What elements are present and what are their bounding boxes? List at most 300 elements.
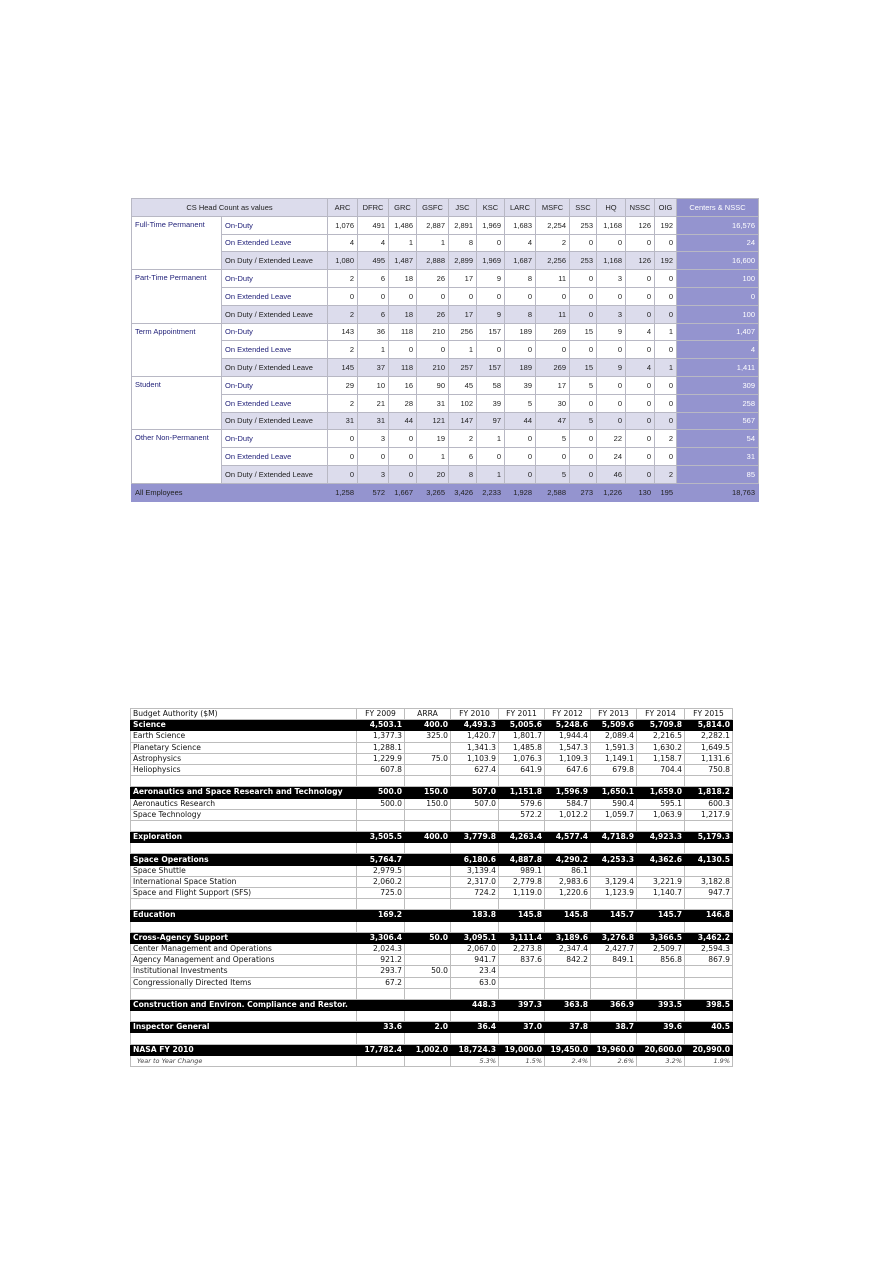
table-cell: 5,709.8 (637, 720, 685, 731)
table-cell (405, 1055, 451, 1066)
table-cell: 1,076.3 (499, 753, 545, 764)
table-cell: 30 (536, 394, 570, 412)
table-cell: 1,119.0 (499, 888, 545, 899)
table-cell: 2,779.8 (499, 876, 545, 887)
table-cell: 20,600.0 (637, 1044, 685, 1055)
empty-cell (499, 899, 545, 910)
table-cell: 22 (597, 430, 626, 448)
table-cell: 3,276.8 (591, 932, 637, 943)
table-cell: 126 (626, 216, 655, 234)
centers-total-cell: 18,763 (677, 483, 759, 501)
table-cell: 0 (505, 341, 536, 359)
category-label: On-Duty (222, 270, 328, 288)
table-cell: 2,256 (536, 252, 570, 270)
table-cell: 15 (570, 359, 597, 377)
table-cell: 273 (570, 483, 597, 501)
table-cell: 269 (536, 323, 570, 341)
category-label: On-Duty (222, 430, 328, 448)
table-cell: 3,111.4 (499, 932, 545, 943)
table-cell: 23.4 (451, 966, 499, 977)
table-cell: 121 (417, 412, 449, 430)
budget-col-fy2012: FY 2012 (545, 709, 591, 720)
table-cell (357, 1055, 405, 1066)
empty-cell (131, 776, 357, 787)
table-cell (591, 966, 637, 977)
empty-cell (637, 921, 685, 932)
table-cell (545, 977, 591, 988)
table-cell: 1,151.8 (499, 787, 545, 798)
table-cell: 6 (449, 448, 477, 466)
empty-cell (591, 899, 637, 910)
row-label: International Space Station (131, 876, 357, 887)
table-cell: 4 (505, 234, 536, 252)
table-cell: 0 (655, 305, 677, 323)
table-cell (405, 854, 451, 865)
table-cell: 507.0 (451, 798, 499, 809)
table-cell: 1,168 (597, 252, 626, 270)
centers-total-cell: 1,407 (677, 323, 759, 341)
category-label: On Duty / Extended Leave (222, 359, 328, 377)
table-cell: 725.0 (357, 888, 405, 899)
table-cell: 0 (389, 448, 417, 466)
table-cell: 4,290.2 (545, 854, 591, 865)
section-total-row (131, 832, 733, 843)
table-cell: 2,983.6 (545, 876, 591, 887)
table-cell: 2,888 (417, 252, 449, 270)
table-cell: 3 (358, 430, 389, 448)
table-cell: 2.4% (545, 1055, 591, 1066)
table-cell: 1,420.7 (451, 731, 499, 742)
empty-cell (545, 820, 591, 831)
table-cell: 3,221.9 (637, 876, 685, 887)
table-cell: 189 (505, 359, 536, 377)
table-cell: 1,131.6 (685, 753, 733, 764)
table-cell: 5,179.3 (685, 832, 733, 843)
empty-cell (499, 776, 545, 787)
budget-col-fy2010: FY 2010 (451, 709, 499, 720)
table-cell: 1 (655, 323, 677, 341)
empty-cell (499, 820, 545, 831)
headcount-row (132, 359, 759, 377)
col-msfc: MSFC (536, 199, 570, 217)
col-nssc: NSSC (626, 199, 655, 217)
centers-total-cell: 100 (677, 305, 759, 323)
table-cell: 1,944.4 (545, 731, 591, 742)
row-label: Institutional Investments (131, 966, 357, 977)
table-cell: 393.5 (637, 999, 685, 1010)
table-cell: 1.9% (685, 1055, 733, 1066)
table-cell: 1 (655, 359, 677, 377)
col-hq: HQ (597, 199, 626, 217)
table-cell: 1,220.6 (545, 888, 591, 899)
table-cell: 9 (597, 359, 626, 377)
empty-cell (405, 988, 451, 999)
table-cell: 0 (570, 305, 597, 323)
spacer-row (131, 820, 733, 831)
table-cell: 90 (417, 376, 449, 394)
table-cell: 183.8 (451, 910, 499, 921)
table-cell: 2,899 (449, 252, 477, 270)
spacer-row (131, 988, 733, 999)
table-cell (405, 809, 451, 820)
headcount-row (132, 323, 759, 341)
category-label: On Duty / Extended Leave (222, 465, 328, 483)
table-cell: 2,060.2 (357, 876, 405, 887)
table-cell: 0 (570, 394, 597, 412)
empty-cell (545, 776, 591, 787)
row-label: Exploration (131, 832, 357, 843)
empty-cell (637, 899, 685, 910)
table-cell: 1,650.1 (591, 787, 637, 798)
table-cell: 1 (417, 234, 449, 252)
table-cell: 2,427.7 (591, 943, 637, 954)
group-label: Student (132, 376, 222, 429)
table-cell (499, 966, 545, 977)
empty-cell (685, 843, 733, 854)
table-cell: 29 (328, 376, 358, 394)
table-cell: 11 (536, 270, 570, 288)
table-cell: 579.6 (499, 798, 545, 809)
table-cell: 210 (417, 323, 449, 341)
table-cell: 4,362.6 (637, 854, 685, 865)
table-cell: 0 (597, 234, 626, 252)
table-cell: 157 (477, 359, 505, 377)
table-cell: 590.4 (591, 798, 637, 809)
table-cell: 5,764.7 (357, 854, 405, 865)
empty-cell (405, 899, 451, 910)
col-arc: ARC (328, 199, 358, 217)
table-cell: 1,258 (328, 483, 358, 501)
table-cell: 941.7 (451, 955, 499, 966)
table-cell: 1,591.3 (591, 742, 637, 753)
row-label: Space Technology (131, 809, 357, 820)
empty-cell (357, 1011, 405, 1022)
col-ssc: SSC (570, 199, 597, 217)
empty-cell (499, 843, 545, 854)
table-cell: 17 (449, 305, 477, 323)
table-cell: 0 (389, 465, 417, 483)
table-cell: 45 (449, 376, 477, 394)
table-cell: 15 (570, 323, 597, 341)
empty-cell (405, 1011, 451, 1022)
row-label: Inspector General (131, 1022, 357, 1033)
row-label: Agency Management and Operations (131, 955, 357, 966)
empty-cell (545, 1033, 591, 1044)
centers-total-cell: 567 (677, 412, 759, 430)
empty-cell (685, 988, 733, 999)
centers-total-cell: 31 (677, 448, 759, 466)
centers-total-cell: 16,600 (677, 252, 759, 270)
table-cell: 0 (477, 234, 505, 252)
table-cell: 679.8 (591, 764, 637, 775)
table-cell: 37 (358, 359, 389, 377)
table-cell: 0 (626, 305, 655, 323)
table-cell: 363.8 (545, 999, 591, 1010)
table-cell: 2,588 (536, 483, 570, 501)
table-cell: 189 (505, 323, 536, 341)
table-cell: 5 (536, 430, 570, 448)
table-cell: 39 (505, 376, 536, 394)
empty-cell (591, 988, 637, 999)
headcount-row (132, 412, 759, 430)
group-label: Full-Time Permanent (132, 216, 222, 269)
table-cell: 842.2 (545, 955, 591, 966)
empty-cell (405, 1033, 451, 1044)
table-cell (405, 943, 451, 954)
section-total-row (131, 932, 733, 943)
row-label: Earth Science (131, 731, 357, 742)
table-cell (405, 955, 451, 966)
table-cell: 0 (389, 430, 417, 448)
group-label: Term Appointment (132, 323, 222, 376)
empty-cell (131, 1011, 357, 1022)
empty-cell (545, 921, 591, 932)
row-label: Astrophysics (131, 753, 357, 764)
table-cell: 11 (536, 305, 570, 323)
table-cell: 0 (570, 465, 597, 483)
table-cell: 5,005.6 (499, 720, 545, 731)
empty-cell (357, 921, 405, 932)
table-cell: 1.5% (499, 1055, 545, 1066)
table-cell: 3,505.5 (357, 832, 405, 843)
empty-cell (591, 1033, 637, 1044)
table-cell: 4,923.3 (637, 832, 685, 843)
table-cell: 500.0 (357, 798, 405, 809)
headcount-row (132, 216, 759, 234)
table-cell: 5 (536, 465, 570, 483)
table-cell: 3,095.1 (451, 932, 499, 943)
table-cell: 1,969 (477, 252, 505, 270)
table-cell: 8 (449, 465, 477, 483)
table-cell (405, 742, 451, 753)
empty-cell (357, 843, 405, 854)
table-cell: 5 (505, 394, 536, 412)
empty-cell (451, 1011, 499, 1022)
table-cell (591, 977, 637, 988)
empty-cell (451, 820, 499, 831)
table-cell (405, 977, 451, 988)
table-cell: 97 (477, 412, 505, 430)
empty-cell (545, 899, 591, 910)
empty-cell (405, 776, 451, 787)
table-cell: 0 (449, 287, 477, 305)
line-item-row (131, 764, 733, 775)
table-cell: 126 (626, 252, 655, 270)
category-label: On Extended Leave (222, 234, 328, 252)
col-oig: OIG (655, 199, 677, 217)
table-cell: 1,485.8 (499, 742, 545, 753)
line-item-row (131, 977, 733, 988)
table-cell: 856.8 (637, 955, 685, 966)
table-cell (637, 865, 685, 876)
table-cell (545, 966, 591, 977)
table-cell: 169.2 (357, 910, 405, 921)
table-cell: 0 (655, 376, 677, 394)
table-cell (685, 865, 733, 876)
centers-total-cell: 85 (677, 465, 759, 483)
table-cell: 724.2 (451, 888, 499, 899)
centers-total-cell: 1,411 (677, 359, 759, 377)
table-cell: 16 (389, 376, 417, 394)
table-cell: 0 (536, 448, 570, 466)
table-cell: 3 (358, 465, 389, 483)
table-cell: 1,168 (597, 216, 626, 234)
headcount-table (131, 198, 759, 502)
table-cell: 921.2 (357, 955, 405, 966)
table-cell: 3,182.8 (685, 876, 733, 887)
table-cell: 1,969 (477, 216, 505, 234)
table-cell: 2 (328, 394, 358, 412)
empty-cell (637, 776, 685, 787)
table-cell: 400.0 (405, 832, 451, 843)
line-item-row (131, 731, 733, 742)
empty-cell (131, 843, 357, 854)
table-cell: 5 (570, 376, 597, 394)
empty-cell (451, 988, 499, 999)
table-cell: 0 (626, 270, 655, 288)
table-cell: 1,630.2 (637, 742, 685, 753)
section-total-row (131, 1022, 733, 1033)
table-cell: 0 (597, 412, 626, 430)
empty-cell (545, 988, 591, 999)
line-item-row (131, 865, 733, 876)
headcount-row (132, 341, 759, 359)
table-cell: 0 (477, 448, 505, 466)
table-cell: 0 (597, 287, 626, 305)
table-cell: 36 (358, 323, 389, 341)
table-cell: 5.3% (451, 1055, 499, 1066)
table-cell: 2,273.8 (499, 943, 545, 954)
line-item-row (131, 753, 733, 764)
line-item-row (131, 876, 733, 887)
table-cell: 17 (449, 270, 477, 288)
year-change-row (131, 1055, 733, 1066)
table-cell: 0 (358, 287, 389, 305)
table-cell: 0 (536, 341, 570, 359)
table-cell: 1,687 (505, 252, 536, 270)
table-cell: 572 (358, 483, 389, 501)
table-cell: 3,366.5 (637, 932, 685, 943)
centers-total-cell: 309 (677, 376, 759, 394)
table-cell: 2,233 (477, 483, 505, 501)
table-cell: 3,189.6 (545, 932, 591, 943)
centers-total-cell: 100 (677, 270, 759, 288)
table-cell: 0 (570, 430, 597, 448)
table-cell: 67.2 (357, 977, 405, 988)
table-cell: 2,254 (536, 216, 570, 234)
table-cell: 8 (505, 305, 536, 323)
empty-cell (499, 1033, 545, 1044)
table-cell: 1,928 (505, 483, 536, 501)
headcount-row (132, 234, 759, 252)
table-cell: 1,109.3 (545, 753, 591, 764)
row-label: Space Operations (131, 854, 357, 865)
table-cell: 0 (505, 465, 536, 483)
table-cell: 0 (626, 412, 655, 430)
table-cell: 1,596.9 (545, 787, 591, 798)
row-label: Aeronautics Research (131, 798, 357, 809)
table-cell: 0 (389, 287, 417, 305)
category-label: On Duty / Extended Leave (222, 305, 328, 323)
table-cell: 2,347.4 (545, 943, 591, 954)
table-cell: 5,814.0 (685, 720, 733, 731)
table-cell: 627.4 (451, 764, 499, 775)
empty-cell (685, 776, 733, 787)
empty-cell (357, 1033, 405, 1044)
empty-cell (685, 899, 733, 910)
table-cell: 0 (626, 465, 655, 483)
table-cell: 1,080 (328, 252, 358, 270)
category-label: On Duty / Extended Leave (222, 412, 328, 430)
empty-cell (451, 776, 499, 787)
table-cell: 5,509.6 (591, 720, 637, 731)
table-cell: 750.8 (685, 764, 733, 775)
table-cell: 1,149.1 (591, 753, 637, 764)
headcount-row (132, 252, 759, 270)
table-cell: 500.0 (357, 787, 405, 798)
empty-cell (405, 921, 451, 932)
category-label: On-Duty (222, 216, 328, 234)
table-cell: 600.3 (685, 798, 733, 809)
table-cell: 2 (449, 430, 477, 448)
spacer-row (131, 776, 733, 787)
table-cell: 3 (597, 305, 626, 323)
table-cell: 4 (358, 234, 389, 252)
table-cell: 19,000.0 (499, 1044, 545, 1055)
table-cell: 31 (358, 412, 389, 430)
table-cell: 0 (505, 430, 536, 448)
table-cell (405, 764, 451, 775)
table-cell: 1,377.3 (357, 731, 405, 742)
table-cell: 8 (449, 234, 477, 252)
table-cell: 1,123.9 (591, 888, 637, 899)
empty-cell (131, 1033, 357, 1044)
line-item-row (131, 955, 733, 966)
table-cell: 256 (449, 323, 477, 341)
table-cell: 26 (417, 270, 449, 288)
group-label: Part-Time Permanent (132, 270, 222, 323)
empty-cell (357, 776, 405, 787)
budget-table (130, 708, 733, 1067)
empty-cell (591, 1011, 637, 1022)
empty-cell (591, 843, 637, 854)
headcount-row (132, 376, 759, 394)
empty-cell (131, 988, 357, 999)
table-cell: 150.0 (405, 787, 451, 798)
table-cell: 0 (597, 376, 626, 394)
table-cell: 4,577.4 (545, 832, 591, 843)
table-cell: 507.0 (451, 787, 499, 798)
row-label: Cross-Agency Support (131, 932, 357, 943)
table-cell: 86.1 (545, 865, 591, 876)
table-cell: 0 (505, 448, 536, 466)
table-cell: 50.0 (405, 932, 451, 943)
table-cell: 9 (477, 270, 505, 288)
table-cell: 19,960.0 (591, 1044, 637, 1055)
empty-cell (131, 921, 357, 932)
table-cell: 3,462.2 (685, 932, 733, 943)
table-cell: 269 (536, 359, 570, 377)
table-cell: 867.9 (685, 955, 733, 966)
table-cell: 33.6 (357, 1022, 405, 1033)
table-cell: 0 (570, 448, 597, 466)
table-cell: 3,139.4 (451, 865, 499, 876)
table-cell: 253 (570, 252, 597, 270)
table-cell: 4,503.1 (357, 720, 405, 731)
headcount-title: CS Head Count as values (132, 199, 328, 217)
empty-cell (545, 1011, 591, 1022)
empty-cell (591, 776, 637, 787)
